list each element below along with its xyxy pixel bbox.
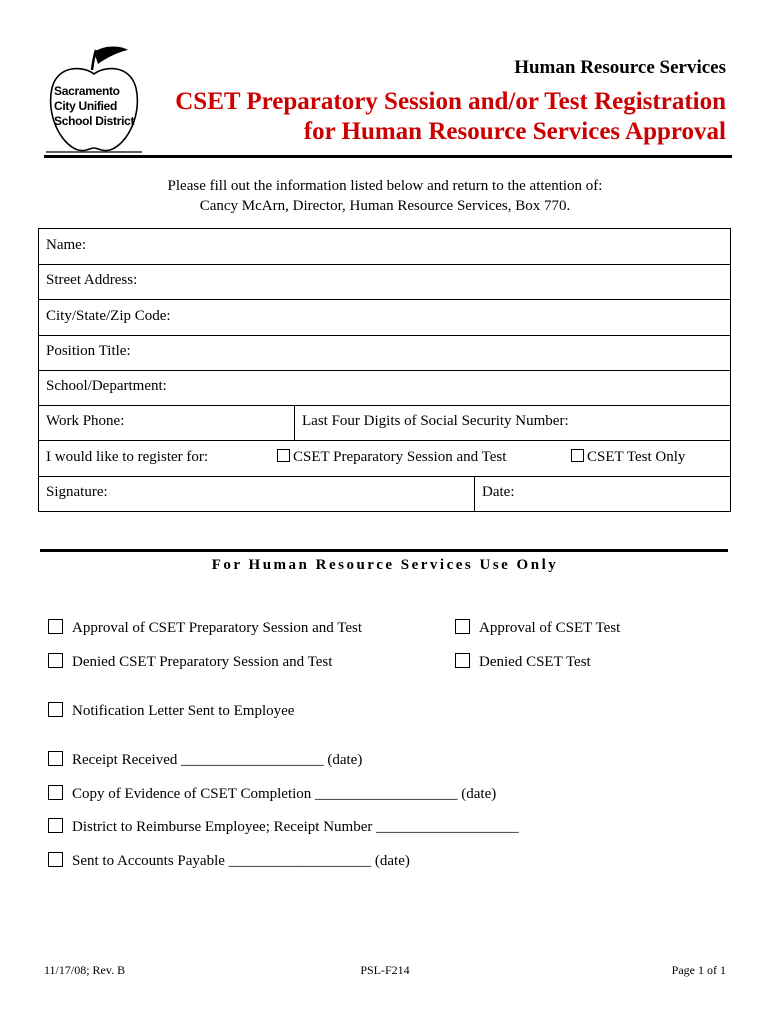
reimburse-option[interactable] — [48, 818, 519, 836]
checkbox-empty-icon[interactable] — [571, 449, 584, 462]
position-label: Position Title: — [46, 343, 131, 359]
denied-prep-option[interactable] — [48, 653, 332, 671]
approval-prep-label: Approval of CSET Preparatory Session and Test — [72, 620, 363, 636]
option-test-label: CSET Test Only — [587, 449, 686, 465]
checkbox-empty-icon[interactable] — [277, 449, 290, 462]
city-label: City/State/Zip Code: — [46, 308, 171, 324]
checkbox-empty-icon[interactable] — [455, 653, 470, 668]
option-test-only[interactable] — [571, 449, 685, 466]
checkbox-empty-icon[interactable] — [455, 619, 470, 634]
denied-prep-label: Denied CSET Preparatory Session and Test — [72, 654, 333, 670]
department-name: Human Resource Services — [514, 57, 726, 78]
checkbox-empty-icon[interactable] — [48, 818, 63, 833]
approval-prep-option[interactable] — [48, 619, 362, 637]
checkbox-empty-icon[interactable] — [48, 653, 63, 668]
accounts-option[interactable] — [48, 852, 410, 870]
logo-text — [54, 84, 134, 129]
reimburse-label: District to Reimburse Employee; Receipt Number ___________________ — [72, 819, 519, 835]
evidence-option[interactable] — [48, 785, 496, 803]
checkbox-empty-icon[interactable] — [48, 751, 63, 766]
phone-divider — [294, 406, 295, 440]
name-label: Name: — [46, 237, 86, 253]
logo-line-2: City Unified — [54, 99, 118, 113]
receipt-option[interactable] — [48, 751, 362, 769]
checkbox-empty-icon[interactable] — [48, 852, 63, 867]
receipt-label: Receipt Received ___________________ (date) — [72, 752, 363, 768]
checkbox-empty-icon[interactable] — [48, 785, 63, 800]
revision-date: 11/17/08; Rev. B — [44, 963, 126, 977]
approval-test-option[interactable] — [455, 619, 620, 637]
ssn-label[interactable]: Last Four Digits of Social Security Number: — [302, 413, 569, 429]
office-use-heading: For Human Resource Services Use Only — [211, 557, 559, 573]
form-id: PSL-F214 — [360, 963, 410, 977]
page-number: Page 1 of 1 — [671, 963, 726, 977]
work-phone-label[interactable]: Work Phone: — [46, 413, 125, 429]
logo-line-3: School District — [54, 114, 135, 128]
registration-form — [38, 228, 731, 512]
instructions-line-2: Cancy McArn, Director, Human Resource Services, Box 770. — [199, 198, 571, 214]
signature-label[interactable]: Signature: — [46, 484, 108, 500]
signature-divider — [474, 477, 475, 511]
approval-test-label: Approval of CSET Test — [479, 620, 621, 636]
instructions-line-1: Please fill out the information listed below and return to the attention of: — [167, 178, 603, 194]
checkbox-empty-icon[interactable] — [48, 619, 63, 634]
street-label: Street Address: — [46, 272, 138, 288]
option-prep[interactable] — [277, 449, 506, 466]
option-prep-label: CSET Preparatory Session and Test — [293, 449, 507, 465]
register-label: I would like to register for: — [46, 449, 209, 465]
district-logo — [44, 44, 144, 154]
register-row — [39, 441, 730, 477]
checkbox-empty-icon[interactable] — [48, 702, 63, 717]
street-row[interactable] — [39, 265, 730, 300]
evidence-label: Copy of Evidence of CSET Completion ___________________ (date) — [72, 786, 497, 802]
date-label[interactable]: Date: — [482, 484, 515, 500]
city-row[interactable] — [39, 300, 730, 336]
logo-line-1: Sacramento — [54, 84, 120, 98]
office-use-divider — [40, 549, 728, 552]
phone-row — [39, 406, 730, 441]
instructions — [0, 176, 770, 216]
form-title-line-2: for Human Resource Services Approval — [303, 118, 726, 145]
school-label: School/Department: — [46, 378, 167, 394]
accounts-label: Sent to Accounts Payable ___________________ (date) — [72, 853, 410, 869]
denied-test-label: Denied CSET Test — [479, 654, 591, 670]
denied-test-option[interactable] — [455, 653, 591, 671]
position-row[interactable] — [39, 336, 730, 371]
form-title-line-1: CSET Preparatory Session and/or Test Registration — [175, 88, 726, 115]
name-row[interactable] — [39, 229, 730, 265]
notification-option[interactable] — [48, 702, 294, 720]
signature-row — [39, 477, 730, 511]
notification-label: Notification Letter Sent to Employee — [72, 703, 295, 719]
header-divider — [44, 155, 732, 158]
school-row[interactable] — [39, 371, 730, 406]
